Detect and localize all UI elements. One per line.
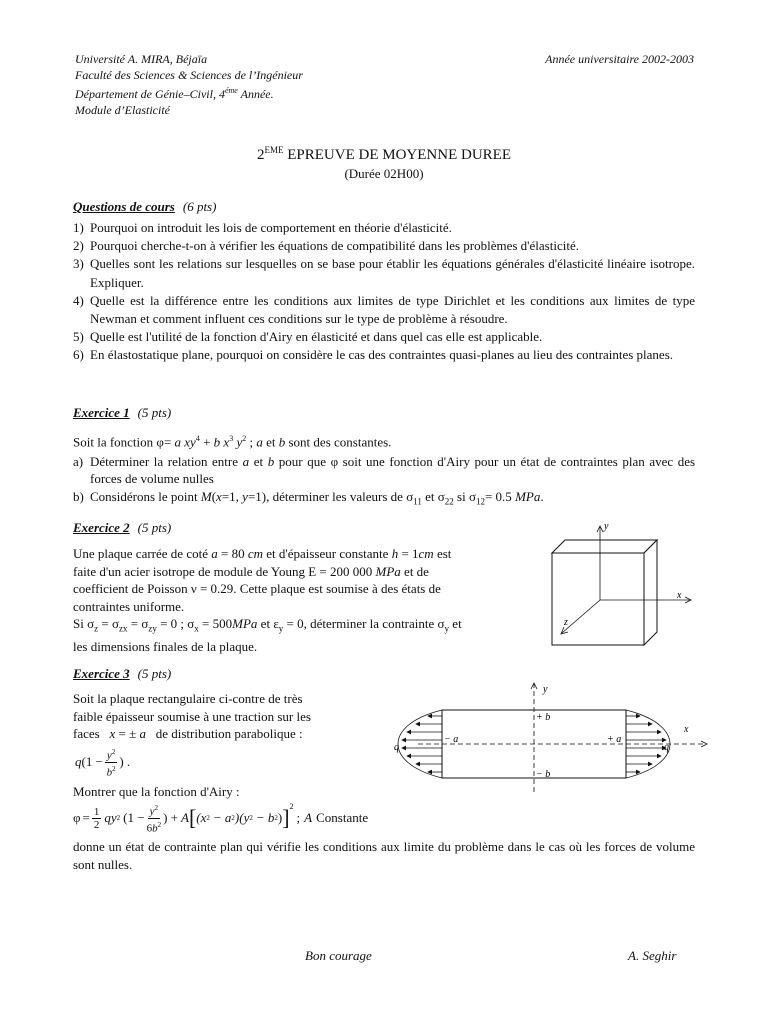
ex1-intro: Soit la fonction φ= a $xy^4 + b$ $x^3$ $y^2$ ; a et b sont des constantes.: [73, 434, 392, 450]
ex3-heading: Exercice 3 (5 pts): [73, 666, 172, 681]
module-name: Module d’Elasticité: [75, 102, 170, 117]
ex3-label-q-left: q: [394, 742, 399, 753]
ex2-heading: Exercice 2 (5 pts): [73, 520, 172, 535]
ex3-label-minus-b: − b: [536, 769, 551, 780]
list-item: 6) En élastostatique plane, pourquoi on considère le cas des contraintes quasi-planes au lieu des contraintes planes.: [73, 347, 674, 363]
list-item: 5) Quelle est l'utilité de la fonction d'Airy en élasticité et dans quel cas elle est applicable.: [73, 329, 543, 345]
ex3-airy-formula: φ = $\frac{1}{2}$ qy 2 (1 − $\frac{y^2}{6b^2}$ ) + A [ (x 2 − a 2 )(y 2 − b 2 ) ] $^2$ ; A Constante: [73, 802, 369, 835]
ex3-axis-y-label: y: [543, 684, 548, 695]
department-name: Département de Génie–Civil, $4^{éme}$ Année.: [75, 86, 274, 101]
university-name: Université A. MIRA, Béjaïa: [75, 52, 208, 66]
exam-duration: (Durée 02H00): [344, 166, 424, 181]
ex3-label-q-right: q: [664, 742, 669, 753]
list-item: 2) Pourquoi cherche-t-on à vérifier les équations de compatibilité dans les problèmes d'élasticité.: [73, 238, 579, 254]
academic-year: Année universitaire 2002-2003: [545, 52, 694, 66]
cours-list: [73, 219, 695, 365]
ex3-figure: [388, 680, 710, 800]
ex3-label-plus-b: + b: [536, 712, 551, 723]
ex1-item-a: a) Déterminer la relation entre a et b pour que φ soit une fonction d'Airy pour un état de contraintes plan avec des forces de volume nulles: [73, 453, 696, 487]
ex1-heading: Exercice 1 (5 pts): [73, 405, 172, 420]
faculty-name: Faculté des Sciences & Sciences de l’Ingénieur: [75, 67, 303, 82]
ex2-axis-y-label: y: [604, 521, 609, 532]
list-item: 3) Quelles sont les relations sur lesquelles on se base pour établir les équations générales d'élasticité linéaire isotrope. Expliquer.: [73, 256, 695, 290]
ex1-body: [73, 430, 695, 511]
ex3-axis-x-label: x: [684, 724, 689, 735]
list-item: 4) Quelle est la différence entre les conditions aux limites de type Dirichlet et les conditions aux limites de type Newman et comment influent ces conditions sur le type de problème à résoudre.: [73, 292, 695, 327]
ex2-axis-x-label: x: [677, 590, 682, 601]
ex3-show-text: Montrer que la fonction d'Airy :: [73, 784, 240, 799]
footer-author: A. Seghir: [628, 948, 677, 963]
list-item: 1) Pourquoi on introduit les lois de comportement en théorie d'élasticité.: [73, 220, 452, 235]
ex2-body: Une plaque carrée de coté a = 80 cm et d'épaisseur constante h = 1cm est faite d'un acier isotrope de module de Young E = 200 000 MPa et de coefficient de Poisson ν = 0.29. Cette plaque est soumise à des états de contraintes uniforme. Si $\sigma_z = \sigma_{zx} = \sigma_{zy} = 0$ ; $\sigma_x = 500MPa$ et $\varepsilon_y = 0$, déterminer la contrainte $\sigma_y$ et les dimensions finales de la plaque.: [73, 546, 462, 655]
cours-heading: Questions de cours (6 pts): [73, 199, 217, 214]
footer-greeting: Bon courage: [305, 948, 372, 963]
ex3-load-formula: q (1 − $\frac{y^2}{b^2}$ ) .: [75, 748, 131, 779]
ex2-figure: [540, 515, 710, 665]
ex3-label-minus-a: − a: [444, 734, 459, 745]
ex1-item-b: b) Considérons le point M(x=1, y=1), déterminer les valeurs de $\sigma_{11}$ et $\sigma_{22}$ si $\sigma_{12}= 0.5$ MPa.: [73, 488, 544, 507]
ex3-conclusion: donne un état de contrainte plan qui vérifie les conditions aux limite du problème dans le cas où les forces de volume sont nulles.: [73, 839, 695, 872]
header-block: [75, 52, 303, 118]
ex3-body: Soit la plaque rectangulaire ci-contre de très faible épaisseur soumise à une traction sur les faces x = ± a de distribution parabolique :: [73, 691, 311, 741]
ex3-label-plus-a: + a: [607, 734, 622, 745]
ex2-axis-z-label: z: [564, 617, 568, 628]
ex2-cube: [552, 540, 657, 645]
exam-title: 2EME EPREUVE DE MOYENNE DUREE: [257, 145, 511, 163]
